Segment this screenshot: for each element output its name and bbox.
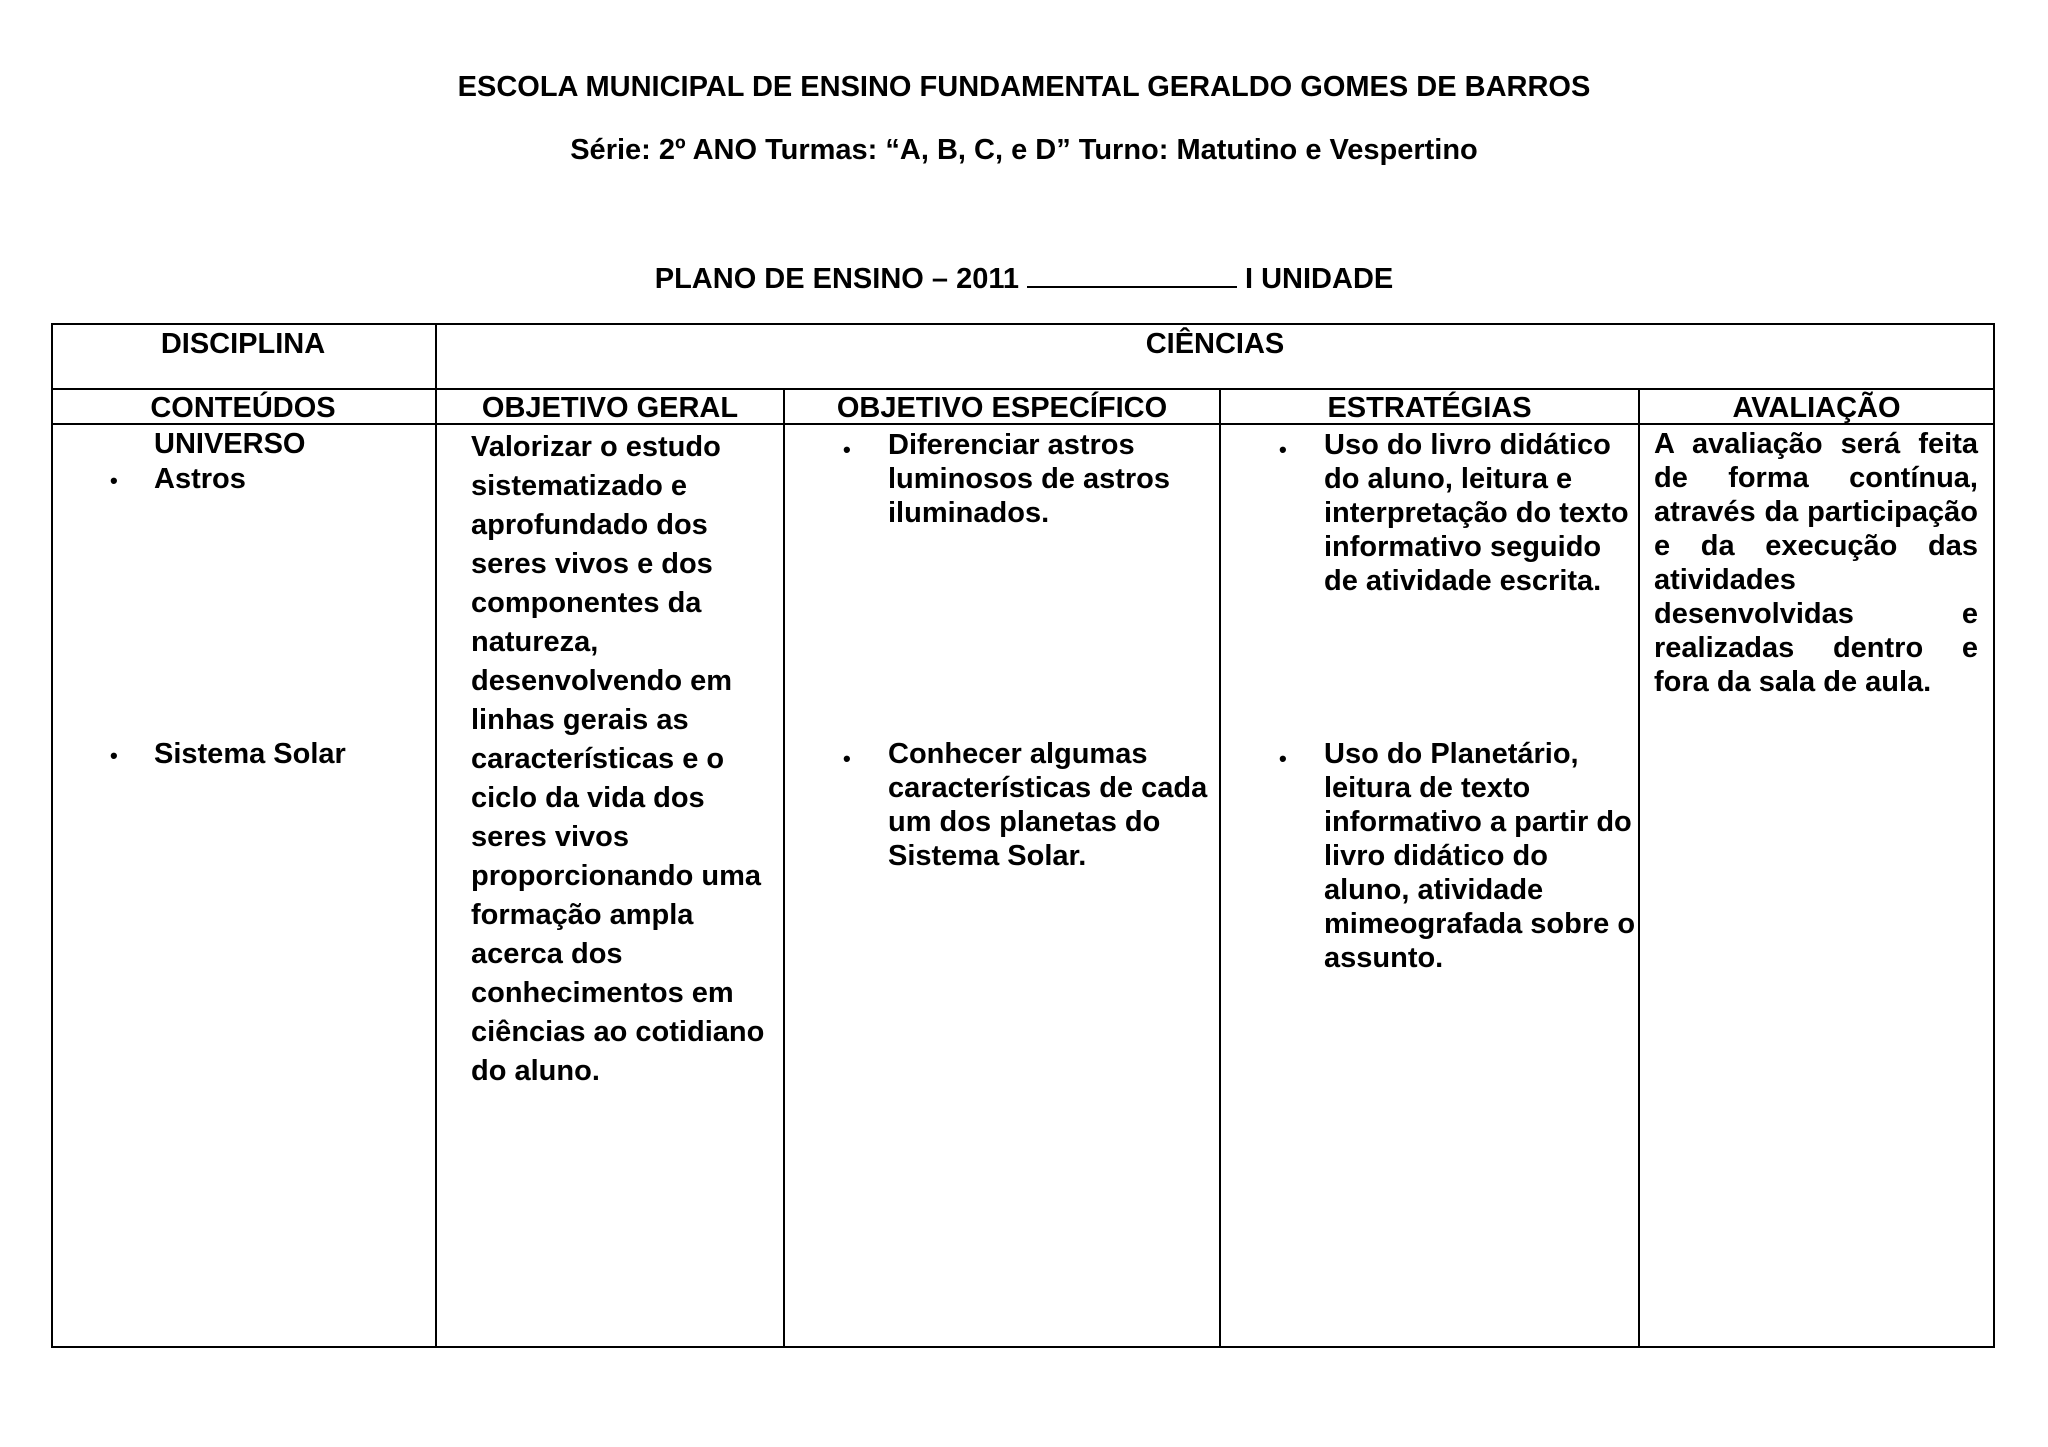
column-header-strategies: ESTRATÉGIAS (1327, 392, 1532, 424)
plan-title-suffix: I UNIDADE (1245, 263, 1394, 295)
contents-item-astros: Astros (154, 463, 246, 495)
school-title: ESCOLA MUNICIPAL DE ENSINO FUNDAMENTAL GERALDO GOMES DE BARROS (457, 71, 1591, 103)
blank-underline (1027, 264, 1237, 288)
table-divider-discipline (51, 388, 1995, 390)
bullet: • (110, 743, 118, 768)
strategy-2: Uso do Planetário, leitura de texto informativo a partir do livro didático do aluno, atividade mimeografada sobre o assunto. (1324, 738, 1636, 974)
bullet: • (110, 468, 118, 493)
table-col-divider (435, 323, 437, 1348)
table-border-bottom (51, 1346, 1995, 1348)
evaluation-text: A avaliação será feita de forma contínua, através da participação e da execução das atividades desenvolvidas e realizadas dentro e fora da sala de aula. (1654, 428, 1978, 698)
class-info: Série: 2º ANO Turmas: “A, B, C, e D” Turno: Matutino e Vespertino (570, 134, 1478, 166)
table-col-divider (783, 388, 785, 1348)
specific-objective-1: Diferenciar astros luminosos de astros iluminados. (888, 429, 1171, 529)
column-header-specific-objective: OBJETIVO ESPECÍFICO (836, 392, 1168, 424)
column-header-contents: CONTEÚDOS (150, 392, 336, 424)
table-border-top (51, 323, 1995, 325)
table-border-right (1993, 323, 1995, 1348)
column-header-evaluation: AVALIAÇÃO (1732, 392, 1901, 424)
contents-heading: UNIVERSO (154, 428, 306, 460)
bullet: • (843, 437, 851, 462)
table-border-left (51, 323, 53, 1348)
discipline-value: CIÊNCIAS (1145, 328, 1285, 360)
contents-item-sistema-solar: Sistema Solar (154, 738, 346, 770)
plan-title-prefix: PLANO DE ENSINO – 2011 (654, 263, 1019, 295)
discipline-label: DISCIPLINA (160, 328, 326, 360)
plan-title (0, 263, 2048, 296)
table-col-divider (1219, 388, 1221, 1348)
column-header-general-objective: OBJETIVO GERAL (481, 392, 739, 424)
general-objective-text: Valorizar o estudo sistematizado e aprofundado dos seres vivos e dos componentes da natureza, desenvolvendo em linhas gerais as características e o ciclo da vida dos seres vivos proporcionando uma formação ampla acerca dos conhecimentos em ciências ao cotidiano do aluno. (471, 431, 765, 1087)
specific-objective-2: Conhecer algumas características de cada um dos planetas do Sistema Solar. (888, 738, 1208, 872)
strategy-1: Uso do livro didático do aluno, leitura e interpretação do texto informativo seguido de atividade escrita. (1324, 429, 1629, 597)
table-col-divider (1638, 388, 1640, 1348)
bullet: • (1279, 746, 1287, 771)
bullet: • (843, 746, 851, 771)
bullet: • (1279, 437, 1287, 462)
